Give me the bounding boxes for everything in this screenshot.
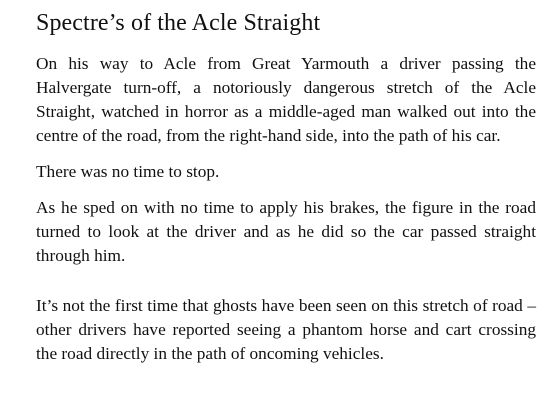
article-title: Spectre’s of the Acle Straight xyxy=(36,10,321,36)
paragraph-4: It’s not the first time that ghosts have been seen on this stretch of road – other drivers have reported seeing a phantom horse and cart crossing the road directly in the path of oncoming vehicles. xyxy=(36,296,536,363)
paragraph-1: On his way to Acle from Great Yarmouth a driver passing the Halvergate turn-off, a notoriously dangerous stretch of the Acle Straight, watched in horror as a middle-aged man walked out into the centre of the road, from the right-hand side, into the path of his car. xyxy=(36,54,536,145)
document-page xyxy=(36,8,536,366)
paragraph-3: As he sped on with no time to apply his brakes, the figure in the road turned to look at the driver and as he did so the car passed straight through him. xyxy=(36,198,536,265)
paragraph-2: There was no time to stop. xyxy=(36,162,220,181)
